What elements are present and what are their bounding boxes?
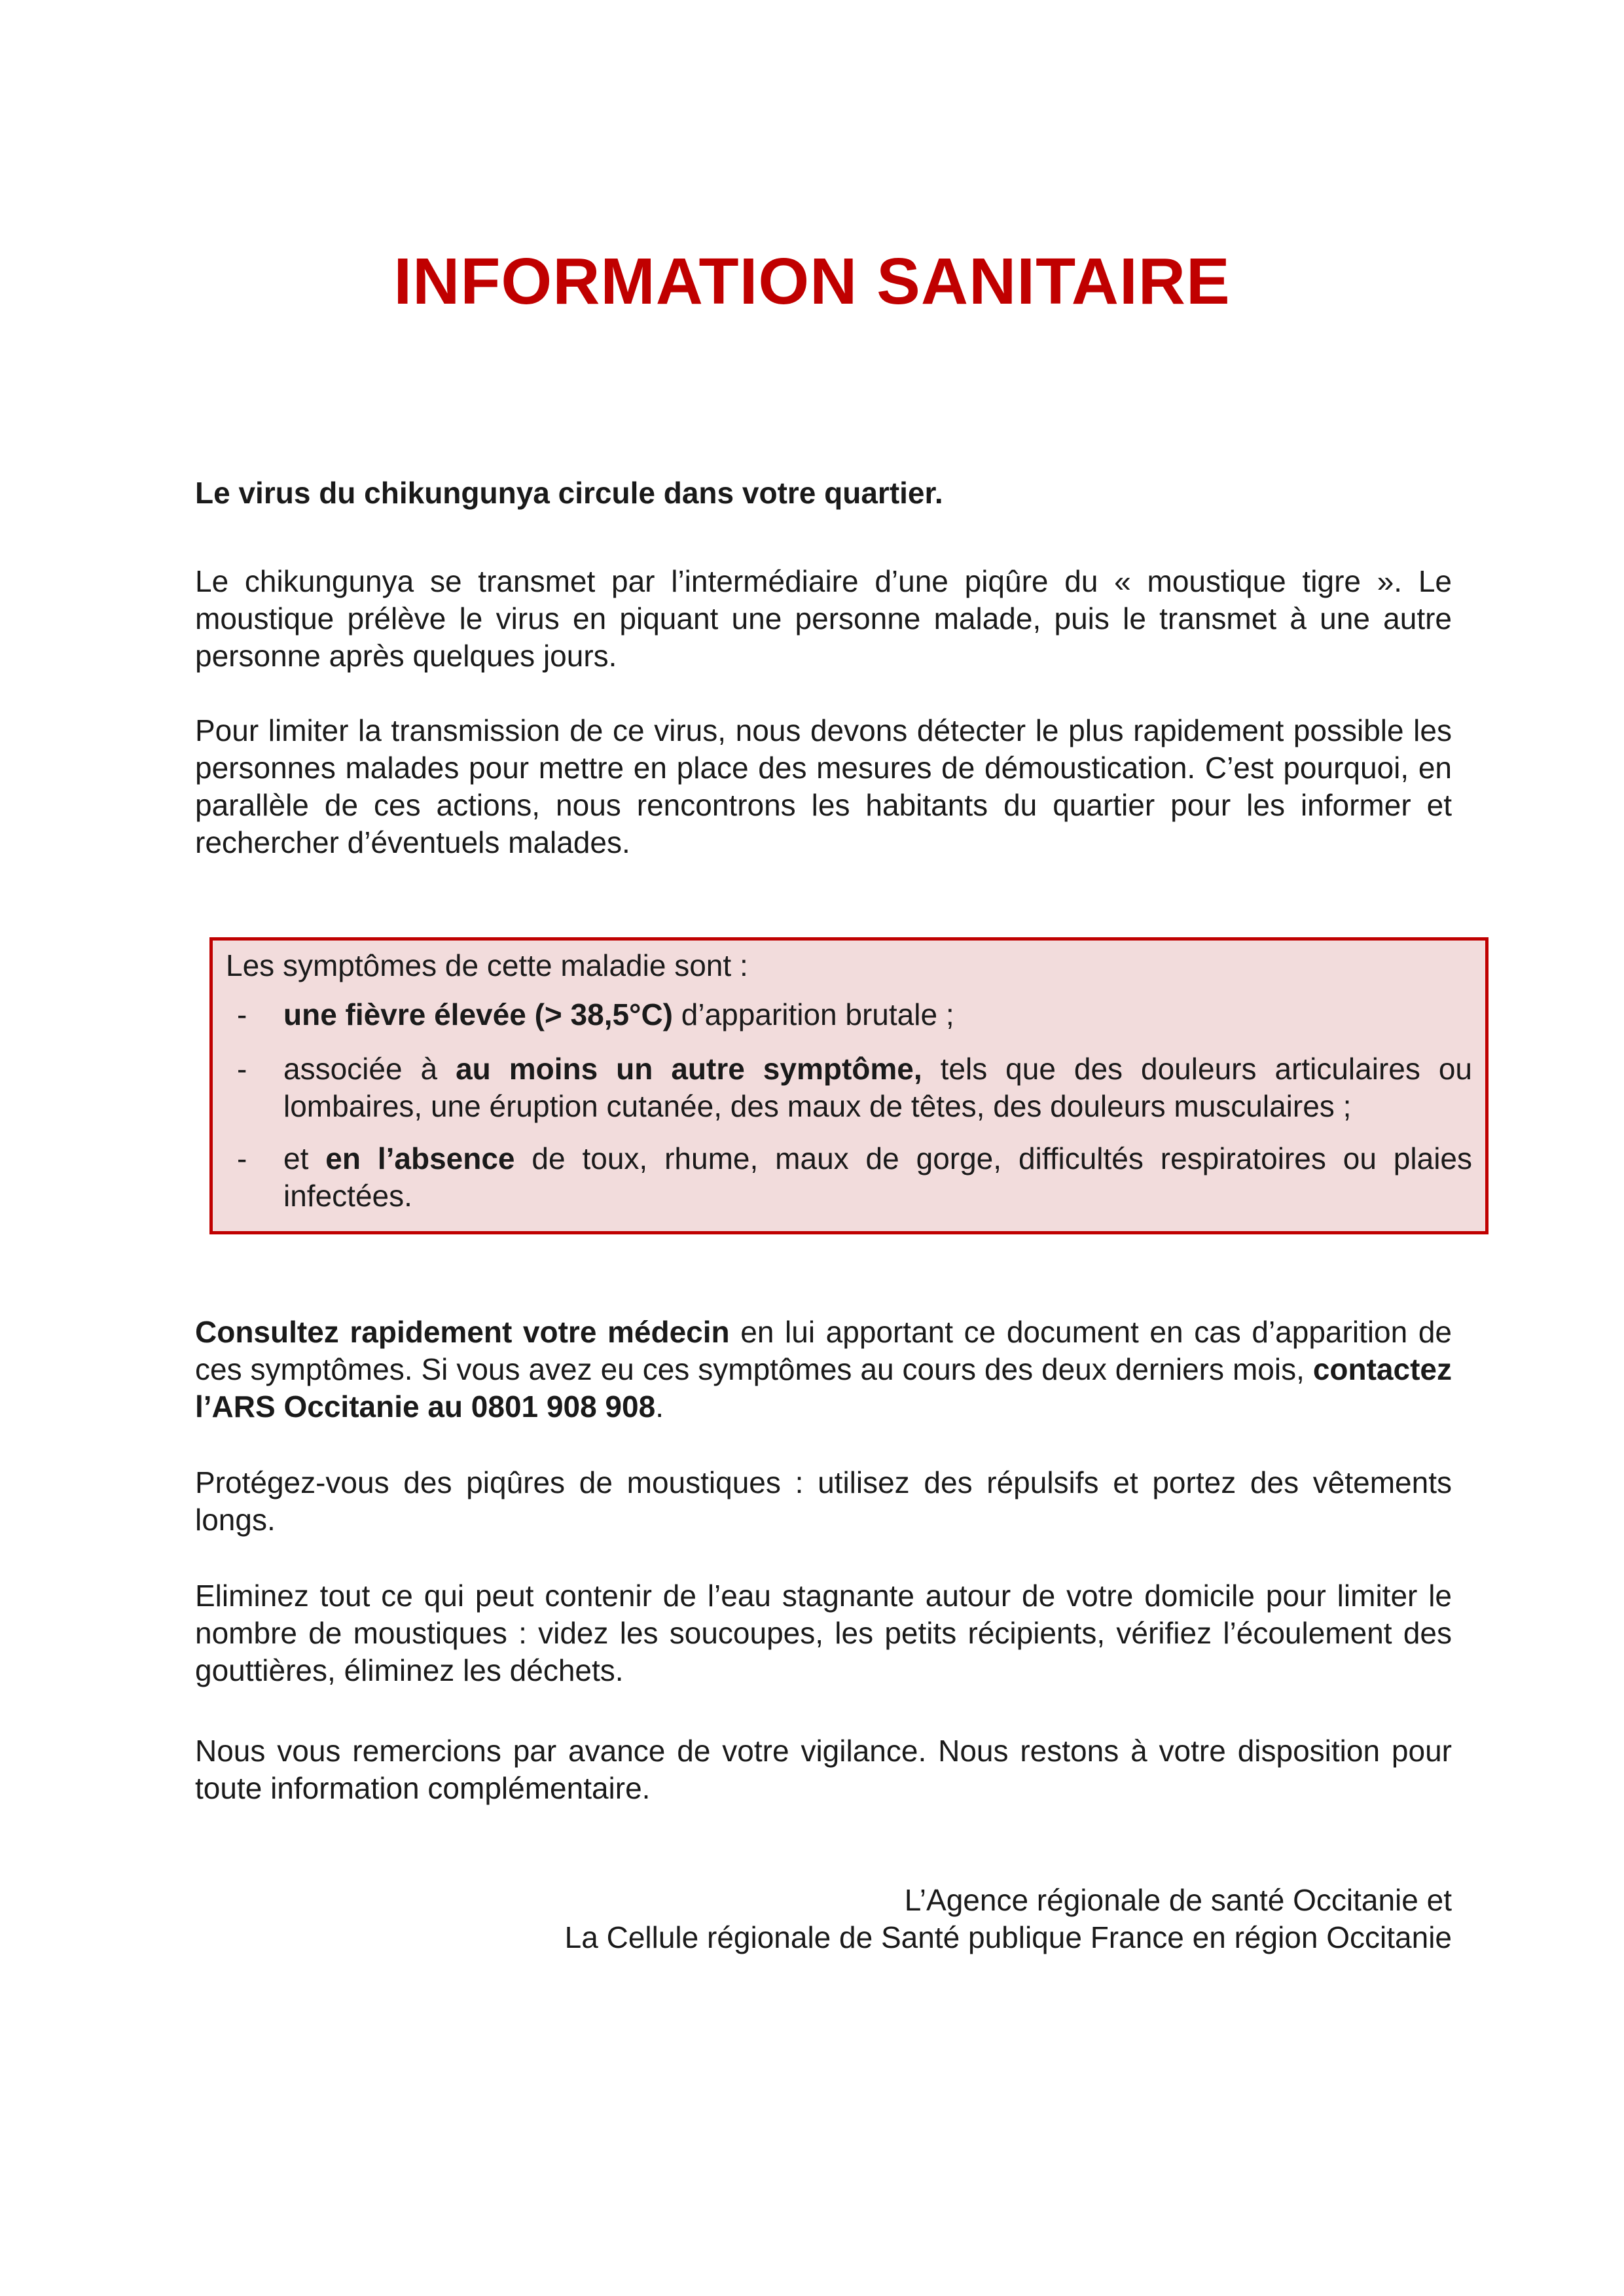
consult-text: en lui apportant ce document en cas d’apparition de ces symptômes. Si vous avez eu ces symptômes au cours des deux derniers mois, bbox=[195, 1315, 1452, 1386]
symptoms-intro: Les symptômes de cette maladie sont : bbox=[226, 948, 748, 982]
paragraph-protect-text: Protégez-vous des piqûres de moustiques : utilisez des répulsifs et portez des vêtements longs. bbox=[195, 1465, 1452, 1537]
signature-line-1: L’Agence régionale de santé Occitanie et bbox=[904, 1883, 1452, 1917]
paragraph-limit-text: Pour limiter la transmission de ce virus, nous devons détecter le plus rapidement possible les personnes malades pour mettre en place des mesures de démoustication. C’est pourquoi, en parallèle de ces actions, nous rencontrons les habitants du quartier pour les informer et rechercher d’éventuels malades. bbox=[195, 713, 1452, 859]
paragraph-thanks bbox=[195, 1732, 1452, 1807]
paragraph-transmission-text: Le chikungunya se transmet par l’intermédiaire d’une piqûre du « moustique tigre ». Le moustique prélève le virus en piquant une personne malade, puis le transmet à une autre personne après quelques jours. bbox=[195, 564, 1452, 673]
signature bbox=[195, 1882, 1452, 1956]
consult-bold-doctor: Consultez rapidement votre médecin bbox=[195, 1315, 730, 1349]
symptom-rest: d’apparition brutale ; bbox=[673, 997, 954, 1031]
page-title: INFORMATION SANITAIRE bbox=[393, 245, 1231, 318]
signature-line-2: La Cellule régionale de Santé publique France en région Occitanie bbox=[564, 1920, 1452, 1954]
symptom-bold: une fièvre élevée (> 38,5°C) bbox=[283, 997, 673, 1031]
bullet-dash: - bbox=[237, 1052, 247, 1086]
bullet-dash: - bbox=[237, 997, 247, 1031]
symptom-item-text bbox=[283, 996, 1472, 1033]
symptom-rest: de toux, rhume, maux de gorge, difficultés respiratoires ou plaies infectées. bbox=[283, 1141, 1472, 1213]
symptom-pre: associée à bbox=[283, 1052, 456, 1086]
paragraph-protect bbox=[195, 1464, 1452, 1539]
symptom-rest: tels que des douleurs articulaires ou lombaires, une éruption cutanée, des maux de têtes, des douleurs musculaires ; bbox=[283, 1052, 1472, 1123]
consult-bold-ars: contactez l’ARS Occitanie au 0801 908 908 bbox=[195, 1352, 1452, 1424]
intro-heading bbox=[195, 475, 1452, 512]
paragraph-eliminate bbox=[195, 1577, 1452, 1689]
paragraph-consult-text bbox=[195, 1314, 1452, 1426]
symptom-item-text bbox=[283, 1140, 1472, 1215]
paragraph-transmission bbox=[195, 563, 1452, 675]
symptom-bold: au moins un autre symptôme, bbox=[456, 1052, 922, 1086]
paragraph-thanks-text: Nous vous remercions par avance de votre vigilance. Nous restons à votre disposition pour toute information complémentaire. bbox=[195, 1734, 1452, 1805]
intro-heading-text: Le virus du chikungunya circule dans votre quartier. bbox=[195, 476, 943, 510]
paragraph-consult bbox=[195, 1314, 1452, 1426]
symptom-pre: et bbox=[283, 1141, 326, 1175]
symptom-item-text bbox=[283, 1050, 1472, 1125]
paragraph-limit bbox=[195, 712, 1452, 861]
bullet-dash: - bbox=[237, 1141, 247, 1175]
symptoms-box bbox=[209, 937, 1489, 1234]
paragraph-eliminate-text: Eliminez tout ce qui peut contenir de l’eau stagnante autour de votre domicile pour limiter le nombre de moustiques : videz les soucoupes, les petits récipients, vérifiez l’écoulement des gouttières, éliminez les déchets. bbox=[195, 1579, 1452, 1687]
consult-end: . bbox=[655, 1390, 664, 1424]
symptom-bold: en l’absence bbox=[325, 1141, 515, 1175]
